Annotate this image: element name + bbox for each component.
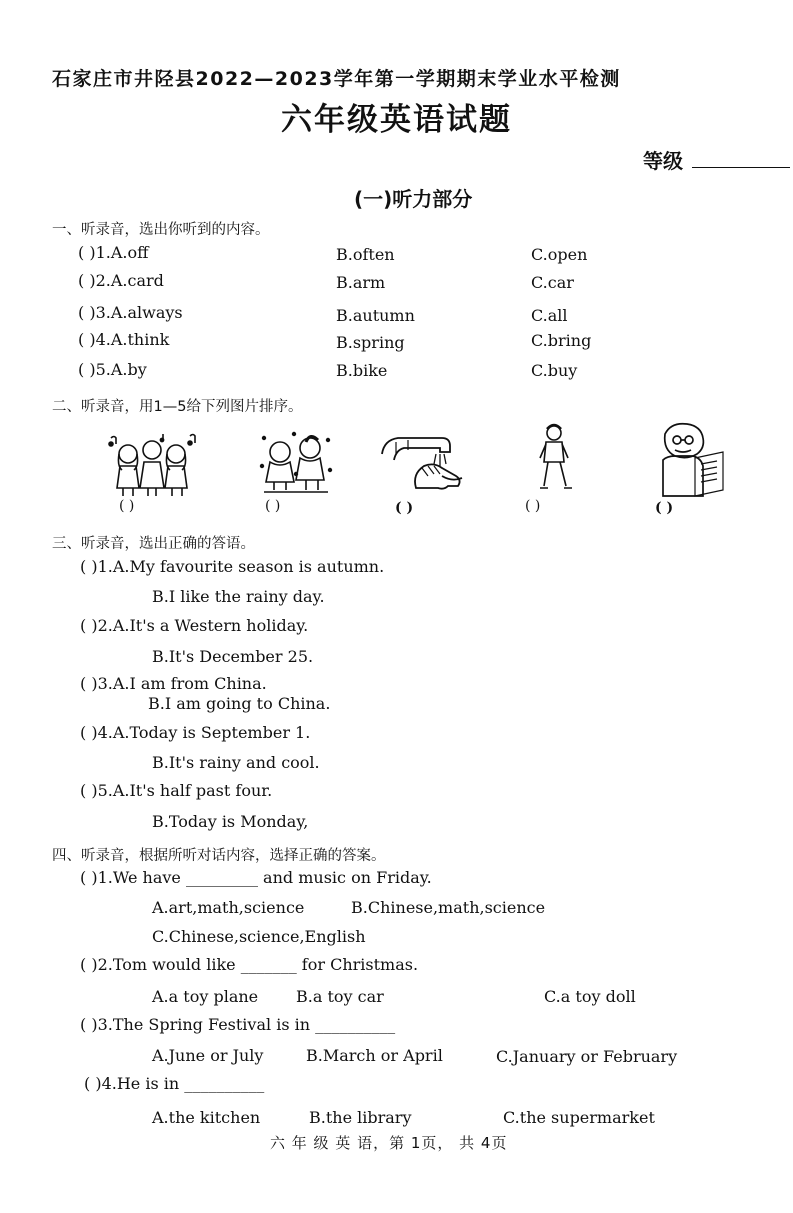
s1-q2-option-b: B.arm	[336, 273, 386, 292]
picture-5-bracket: ( )	[655, 500, 674, 516]
s1-q5: ( )5.A.by	[78, 360, 147, 379]
picture-3-bracket: ( )	[395, 500, 414, 516]
s1-q4-option-c: C.bring	[531, 331, 592, 350]
s1-q2: ( )2.A.card	[78, 271, 164, 290]
s4-q4-option-a: A.the kitchen	[152, 1108, 261, 1127]
s3-q4-b: B.It's rainy and cool.	[152, 753, 320, 772]
s1-q4: ( )4.A.think	[78, 330, 170, 349]
school-header: 石家庄市井陉县2022—2023学年第一学期期末学业水平检测	[52, 68, 621, 90]
grade-blank	[692, 167, 790, 168]
boy-walking-icon	[532, 422, 576, 494]
s4-q4-option-c: C.the supermarket	[503, 1108, 655, 1127]
picture-1-bracket: ( )	[119, 498, 135, 514]
s4-q1-option-b: B.Chinese,math,science	[351, 898, 546, 917]
s1-q5-option-b: B.bike	[336, 361, 388, 380]
s4-q4-option-b: B.the library	[309, 1108, 412, 1127]
s1-q3: ( )3.A.always	[78, 303, 183, 322]
children-in-snow-icon	[258, 430, 334, 496]
s3-q2-b: B.It's December 25.	[152, 647, 314, 666]
grade-label: 等级	[643, 149, 683, 173]
part-title: (一)听力部分	[354, 187, 473, 211]
children-singing-icon	[108, 430, 200, 498]
s1-q1-option-b: B.often	[336, 245, 395, 264]
s4-q2-option-a: A.a toy plane	[152, 987, 259, 1006]
s1-q1: ( )1.A.off	[78, 243, 149, 262]
picture-4-bracket: ( )	[525, 498, 541, 514]
picture-2-bracket: ( )	[265, 498, 281, 514]
section-1-instruction: 一、听录音，选出你听到的内容。	[52, 222, 270, 238]
s4-q3-option-b: B.March or April	[306, 1046, 443, 1065]
s1-q3-option-b: B.autumn	[336, 306, 415, 325]
s4-q4: ( )4.He is in __________	[84, 1074, 265, 1093]
s1-q4-option-b: B.spring	[336, 333, 405, 352]
s1-q5-option-c: C.buy	[531, 361, 578, 380]
section-2-instruction: 二、听录音，用1—5给下列图片排序。	[52, 399, 303, 415]
s4-q3: ( )3.The Spring Festival is in __________	[80, 1015, 396, 1034]
s4-q2: ( )2.Tom would like _______ for Christmas.	[80, 955, 419, 974]
page-footer: 六 年 级 英 语，第 1页， 共 4页	[270, 1134, 508, 1152]
s4-q3-option-a: A.June or July	[152, 1046, 264, 1065]
page-title: 六年级英语试题	[281, 102, 512, 138]
s3-q3-a: ( )3.A.I am from China.	[80, 674, 267, 693]
s4-q1-option-a: A.art,math,science	[152, 898, 305, 917]
s4-q1-option-c: C.Chinese,science,English	[152, 927, 366, 946]
s3-q4-a: ( )4.A.Today is September 1.	[80, 723, 311, 742]
s3-q3-b: B.I am going to China.	[148, 694, 331, 713]
hand-under-tap-icon	[378, 432, 474, 494]
s1-q1-option-c: C.open	[531, 245, 588, 264]
s3-q1-b: B.I like the rainy day.	[152, 587, 325, 606]
s4-q2-option-c: C.a toy doll	[544, 987, 636, 1006]
s3-q2-a: ( )2.A.It's a Western holiday.	[80, 616, 309, 635]
man-reading-newspaper-icon	[655, 420, 733, 498]
section-3-instruction: 三、听录音，选出正确的答语。	[52, 536, 255, 552]
s4-q2-option-b: B.a toy car	[296, 987, 384, 1006]
s1-q3-option-c: C.all	[531, 306, 568, 325]
s4-q1: ( )1.We have _________ and music on Friday.	[80, 868, 432, 887]
s3-q5-b: B.Today is Monday,	[152, 812, 309, 831]
section-4-instruction: 四、听录音，根据所听对话内容，选择正确的答案。	[52, 848, 386, 864]
s3-q5-a: ( )5.A.It's half past four.	[80, 781, 273, 800]
s4-q3-option-c: C.January or February	[496, 1047, 678, 1066]
s3-q1-a: ( )1.A.My favourite season is autumn.	[80, 557, 385, 576]
s1-q2-option-c: C.car	[531, 273, 574, 292]
